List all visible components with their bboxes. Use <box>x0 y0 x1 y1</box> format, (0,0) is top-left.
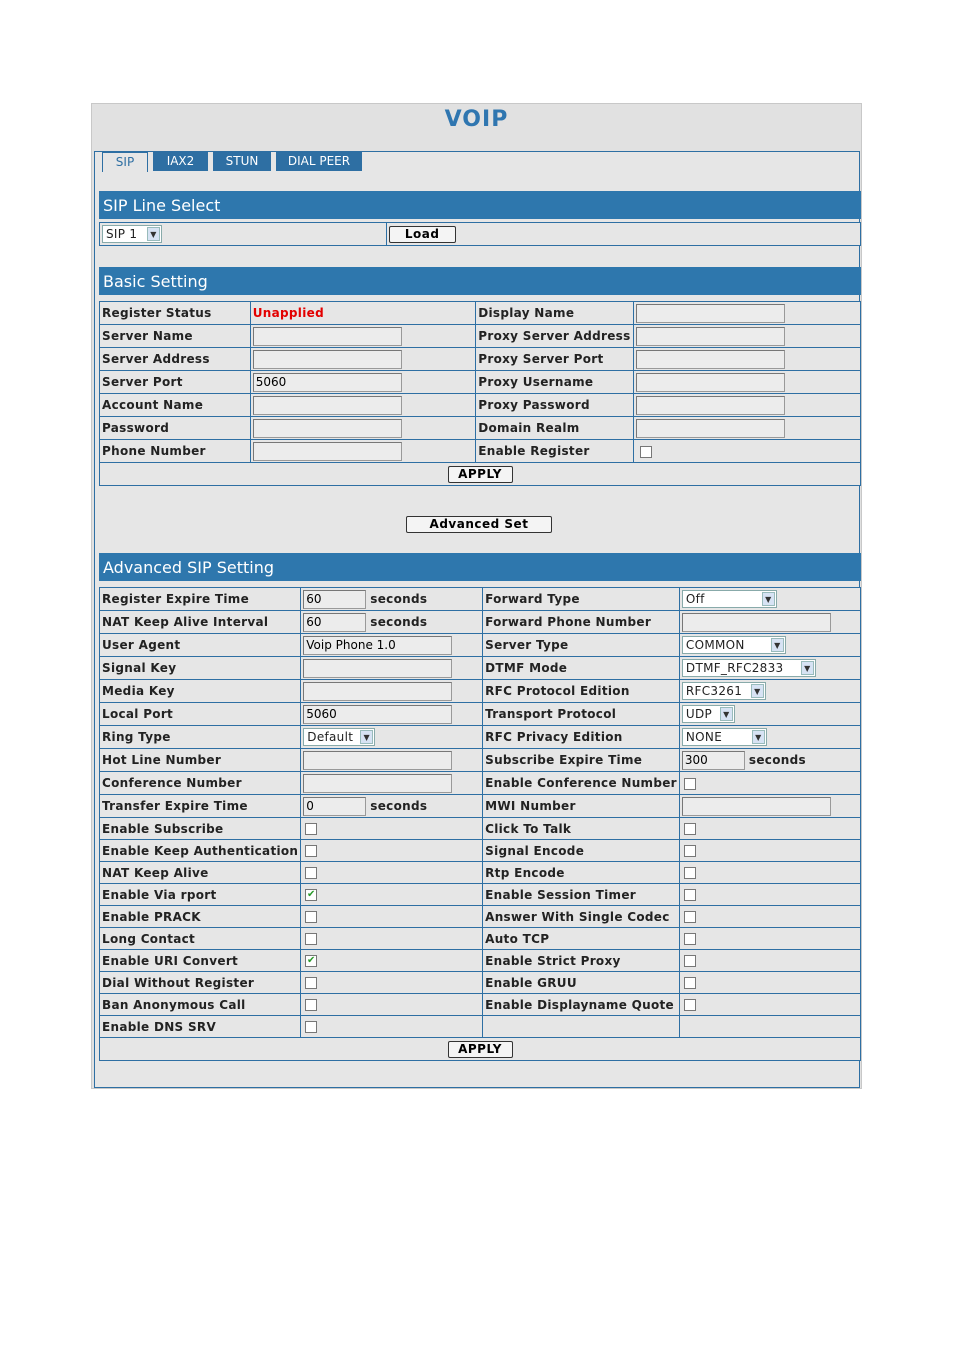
rfc-protocol-edition-label: RFC Protocol Edition <box>483 680 680 703</box>
proxy-username-label: Proxy Username <box>476 371 633 394</box>
chevron-down-icon: ▼ <box>801 661 814 675</box>
checkbox-row <box>100 906 861 928</box>
conference-number-input[interactable] <box>303 774 452 793</box>
user-agent-label: User Agent <box>100 634 301 657</box>
mwi-number-label: MWI Number <box>483 795 680 818</box>
option-label: Enable URI Convert <box>100 950 301 972</box>
chevron-down-icon: ▼ <box>147 227 160 241</box>
checkbox-row <box>100 928 861 950</box>
option-label: NAT Keep Alive <box>100 862 301 884</box>
enable-register-label: Enable Register <box>476 440 633 463</box>
domain-realm-input[interactable] <box>636 419 785 438</box>
chevron-down-icon: ▼ <box>360 730 373 744</box>
chevron-down-icon: ▼ <box>751 684 764 698</box>
option-checkbox[interactable] <box>305 823 317 835</box>
option-checkbox[interactable] <box>684 911 696 923</box>
transport-protocol-select[interactable]: UDP ▼ <box>682 705 735 723</box>
option-checkbox[interactable] <box>305 977 317 989</box>
option-label: Enable Keep Authentication <box>100 840 301 862</box>
local-port-label: Local Port <box>100 703 301 726</box>
option-label: Dial Without Register <box>100 972 301 994</box>
enable-conference-number-checkbox[interactable] <box>684 778 696 790</box>
server-address-label: Server Address <box>100 348 251 371</box>
transfer-expire-time-label: Transfer Expire Time <box>100 795 301 818</box>
option-checkbox[interactable] <box>305 1021 317 1033</box>
seconds-unit: seconds <box>370 798 428 813</box>
option-checkbox[interactable] <box>684 999 696 1011</box>
checkmark-icon: ✔ <box>306 955 316 966</box>
media-key-label: Media Key <box>100 680 301 703</box>
option-label: Enable Displayname Quote <box>483 994 680 1016</box>
register-expire-time-label: Register Expire Time <box>100 588 301 611</box>
option-checkbox[interactable] <box>305 999 317 1011</box>
register-status-value: Unapplied <box>252 306 324 320</box>
tab-sip[interactable]: SIP <box>102 152 148 172</box>
advanced-sip-setting-header: Advanced SIP Setting <box>99 553 861 581</box>
sip-line-select-table <box>99 222 861 246</box>
option-label: Enable GRUU <box>483 972 680 994</box>
enable-conference-number-label: Enable Conference Number <box>483 772 680 795</box>
option-checkbox[interactable] <box>305 933 317 945</box>
proxy-username-input[interactable] <box>636 373 785 392</box>
checkbox-row <box>100 862 861 884</box>
advanced-apply-button[interactable]: APPLY <box>448 1041 513 1058</box>
checkbox-row <box>100 1016 861 1038</box>
option-checkbox[interactable] <box>684 933 696 945</box>
account-name-input[interactable] <box>253 396 402 415</box>
option-label: Ban Anonymous Call <box>100 994 301 1016</box>
option-checkbox[interactable] <box>305 889 317 901</box>
checkbox-row <box>100 818 861 840</box>
option-label: Enable Strict Proxy <box>483 950 680 972</box>
enable-register-checkbox[interactable] <box>640 446 652 458</box>
signal-key-label: Signal Key <box>100 657 301 680</box>
chevron-down-icon: ▼ <box>752 730 765 744</box>
subscribe-expire-time-input[interactable] <box>682 751 745 770</box>
proxy-password-input[interactable] <box>636 396 785 415</box>
transfer-expire-time-input[interactable] <box>303 797 366 816</box>
checkbox-rows <box>100 818 861 1038</box>
page-title: VOIP <box>444 107 509 132</box>
forward-phone-number-input[interactable] <box>682 613 831 632</box>
option-label: Enable DNS SRV <box>100 1016 301 1038</box>
seconds-unit: seconds <box>370 614 428 629</box>
seconds-unit: seconds <box>748 752 806 767</box>
advanced-sip-table <box>99 587 861 1061</box>
tab-stun[interactable]: STUN <box>213 152 271 171</box>
server-name-label: Server Name <box>100 325 251 348</box>
proxy-server-address-input[interactable] <box>636 327 785 346</box>
phone-number-input[interactable] <box>253 442 402 461</box>
signal-key-input[interactable] <box>303 659 452 678</box>
option-label: Auto TCP <box>483 928 680 950</box>
display-name-label: Display Name <box>476 302 633 325</box>
tab-iax2[interactable]: IAX2 <box>153 152 208 171</box>
checkmark-icon: ✔ <box>306 889 316 900</box>
option-label: Rtp Encode <box>483 862 680 884</box>
option-checkbox[interactable] <box>305 911 317 923</box>
mwi-number-input[interactable] <box>682 797 831 816</box>
option-label: Enable Subscribe <box>100 818 301 840</box>
sip-line-select-header: SIP Line Select <box>99 191 861 219</box>
rfc-protocol-edition-select[interactable]: RFC3261 ▼ <box>682 682 766 700</box>
display-name-input[interactable] <box>636 304 785 323</box>
domain-realm-label: Domain Realm <box>476 417 633 440</box>
option-checkbox[interactable] <box>684 955 696 967</box>
voip-panel <box>91 103 862 1089</box>
dtmf-mode-label: DTMF Mode <box>483 657 680 680</box>
option-checkbox[interactable] <box>305 845 317 857</box>
ring-type-label: Ring Type <box>100 726 301 749</box>
forward-type-select[interactable]: Off ▼ <box>682 590 777 608</box>
option-label <box>483 1016 680 1038</box>
proxy-server-address-label: Proxy Server Address <box>476 325 633 348</box>
checkbox-row <box>100 840 861 862</box>
option-checkbox[interactable] <box>684 823 696 835</box>
proxy-server-port-input[interactable] <box>636 350 785 369</box>
checkbox-row <box>100 994 861 1016</box>
seconds-unit: seconds <box>370 591 428 606</box>
subscribe-expire-time-label: Subscribe Expire Time <box>483 749 680 772</box>
sip-line-select[interactable]: SIP 1 ▼ <box>102 225 162 243</box>
content-frame <box>94 151 860 1088</box>
basic-apply-button[interactable]: APPLY <box>448 466 513 483</box>
option-label: Click To Talk <box>483 818 680 840</box>
option-checkbox[interactable] <box>684 977 696 989</box>
transport-protocol-label: Transport Protocol <box>483 703 680 726</box>
phone-number-label: Phone Number <box>100 440 251 463</box>
load-button[interactable]: Load <box>389 226 456 243</box>
chevron-down-icon: ▼ <box>720 707 733 721</box>
forward-phone-number-label: Forward Phone Number <box>483 611 680 634</box>
password-input[interactable] <box>253 419 402 438</box>
option-checkbox[interactable] <box>684 889 696 901</box>
register-status-label: Register Status <box>100 302 251 325</box>
user-agent-input[interactable] <box>303 636 452 655</box>
hot-line-number-label: Hot Line Number <box>100 749 301 772</box>
option-checkbox[interactable] <box>305 955 317 967</box>
option-label: Enable Via rport <box>100 884 301 906</box>
conference-number-label: Conference Number <box>100 772 301 795</box>
option-label: Signal Encode <box>483 840 680 862</box>
forward-type-label: Forward Type <box>483 588 680 611</box>
rfc-privacy-edition-select[interactable]: NONE ▼ <box>682 728 767 746</box>
checkbox-row <box>100 950 861 972</box>
register-expire-time-input[interactable] <box>303 590 366 609</box>
server-port-input[interactable] <box>253 373 402 392</box>
media-key-input[interactable] <box>303 682 452 701</box>
password-label: Password <box>100 417 251 440</box>
server-port-label: Server Port <box>100 371 251 394</box>
server-type-label: Server Type <box>483 634 680 657</box>
nat-keep-alive-interval-label: NAT Keep Alive Interval <box>100 611 301 634</box>
option-label: Enable Session Timer <box>483 884 680 906</box>
option-checkbox[interactable] <box>684 867 696 879</box>
option-checkbox[interactable] <box>305 867 317 879</box>
chevron-down-icon: ▼ <box>762 592 775 606</box>
nat-keep-alive-interval-input[interactable] <box>303 613 366 632</box>
option-label: Long Contact <box>100 928 301 950</box>
tab-dial-peer[interactable]: DIAL PEER <box>276 152 362 171</box>
checkbox-row <box>100 972 861 994</box>
basic-setting-table <box>99 301 861 486</box>
proxy-server-port-label: Proxy Server Port <box>476 348 633 371</box>
dtmf-mode-select[interactable]: DTMF_RFC2833 ▼ <box>682 659 816 677</box>
rfc-privacy-edition-label: RFC Privacy Edition <box>483 726 680 749</box>
option-checkbox[interactable] <box>684 845 696 857</box>
advanced-set-button[interactable]: Advanced Set <box>406 516 552 533</box>
chevron-down-icon: ▼ <box>771 638 784 652</box>
server-type-select[interactable]: COMMON ▼ <box>682 636 786 654</box>
account-name-label: Account Name <box>100 394 251 417</box>
server-address-input[interactable] <box>253 350 402 369</box>
basic-setting-header: Basic Setting <box>99 267 861 295</box>
hot-line-number-input[interactable] <box>303 751 452 770</box>
option-label: Answer With Single Codec <box>483 906 680 928</box>
proxy-password-label: Proxy Password <box>476 394 633 417</box>
checkbox-row <box>100 884 861 906</box>
option-label: Enable PRACK <box>100 906 301 928</box>
local-port-input[interactable] <box>303 705 452 724</box>
server-name-input[interactable] <box>253 327 402 346</box>
ring-type-select[interactable]: Default ▼ <box>303 728 375 746</box>
